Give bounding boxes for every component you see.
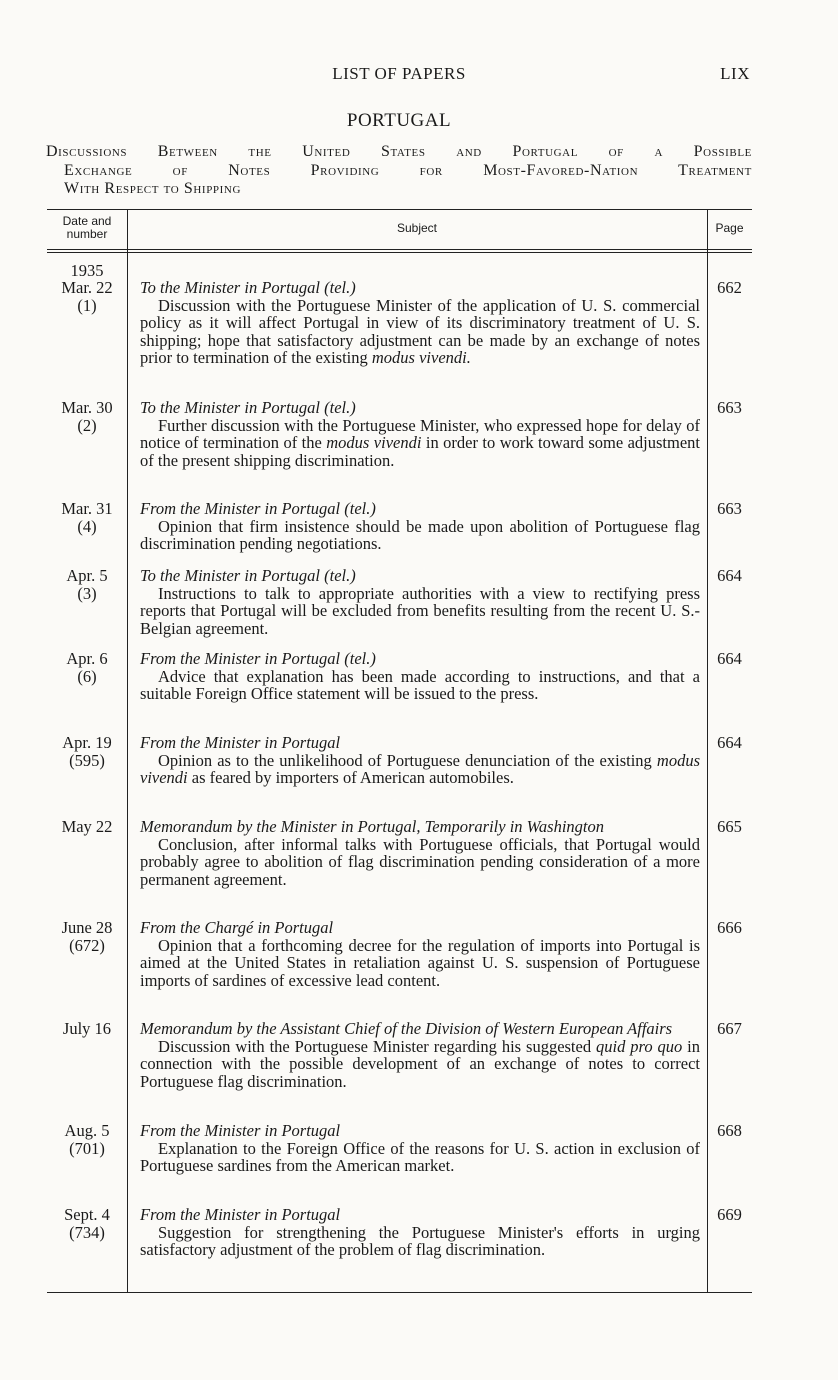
entry-description: [140, 297, 700, 367]
entry-date: [47, 399, 127, 434]
entry-description: [140, 518, 700, 553]
entry-head-text: Memorandum by the Assistant Chief of the Division of Western European Affairs: [140, 1019, 673, 1038]
entry-head-text: To the Minister in Portugal: [140, 398, 320, 417]
entry-head-text: From the Minister in Portugal: [140, 1205, 341, 1224]
entry-desc-italic: modus vivendi: [140, 750, 700, 788]
entry-page: 667: [717, 1019, 742, 1038]
entry-subject: [140, 734, 700, 787]
entry-desc-after: in connection with the possible development of an exchange of notes to correct Portuguese flag discrimination.: [140, 1036, 701, 1091]
entry-number: (1): [77, 295, 97, 315]
entry-desc-after: as feared by importers of American automobiles.: [191, 768, 514, 788]
entry-desc-text: Further discussion with the Portuguese Minister, who expressed hope for delay of notice of termination of the: [140, 415, 700, 453]
column-divider-date: [127, 209, 128, 1292]
entry-date: [47, 1020, 127, 1038]
entry-page: 664: [717, 566, 742, 585]
entry-date-text: May 22: [61, 817, 113, 836]
entry-date-text: Apr. 19: [62, 733, 112, 752]
entry-description: [140, 585, 700, 638]
papers-table: [47, 209, 752, 1294]
entry-date: [47, 650, 127, 685]
entry-desc-after: in order to work toward some adjustment of the present shipping discrimination.: [140, 433, 701, 470]
entry-number: (734): [69, 1222, 105, 1242]
entry-date: [47, 279, 127, 314]
table-bottom-rule: [47, 1292, 752, 1293]
entry-subject: [140, 1122, 700, 1175]
entry-desc-text: Advice that explanation has been made according to instructions, and that a suitable Foreign Office statement will be issued to the press.: [140, 666, 700, 704]
entry-subject: [140, 1206, 700, 1259]
entry-head-text: From the Minister in Portugal: [140, 1121, 341, 1140]
entry-page: 664: [717, 733, 742, 752]
entry-date: [47, 919, 127, 954]
entry-desc-text: Suggestion for strengthening the Portuguese Minister's efforts in urging satisfactory adjustment of the problem of flag discrimination.: [140, 1222, 700, 1260]
entry-page: 663: [717, 499, 742, 518]
entry-date-text: Sept. 4: [64, 1205, 110, 1224]
entry-date: [47, 567, 127, 602]
topic-line-3: With Respect to Shipping: [64, 180, 241, 197]
entry-description: [140, 668, 700, 703]
entry-date-text: Aug. 5: [64, 1121, 110, 1140]
entry-date-text: Apr. 5: [66, 566, 108, 585]
entry-head: [140, 1122, 700, 1140]
entry-number: (672): [69, 935, 105, 955]
entry-desc-text: Explanation to the Foreign Office of the reasons for U. S. action in exclusion of Portuguese sardines from the American market.: [140, 1138, 700, 1176]
entry-desc-text: Conclusion, after informal talks with Portuguese officials, that Portugal would probably agree to abolition of flag discrimination pending consideration of a more permanent agreement.: [140, 834, 700, 889]
entry-date-text: July 16: [62, 1019, 112, 1038]
entry-description: [140, 836, 700, 889]
entry-desc-italic: modus vivendi.: [371, 348, 471, 368]
entry-desc-text: Discussion with the Portuguese Minister of the application of U. S. commercial policy as it will affect Portugal in view of its discriminatory treatment of U. S. shipping; hope that satisfactory adjustment can be made by an exchange of notes prior to termination of the existing: [140, 295, 700, 368]
entry-date: [47, 734, 127, 769]
entry-date-text: Mar. 22: [61, 278, 113, 297]
entry-page: 663: [717, 398, 742, 417]
entry-desc-text: Instructions to talk to appropriate authorities with a view to rectifying press reports that Portugal will be excluded from benefits resulting from the recent U. S.-Belgian agreement.: [140, 583, 700, 638]
entry-page: 666: [717, 918, 742, 937]
entry-number: (4): [77, 516, 97, 536]
entry-date: [47, 818, 127, 836]
entry-date-text: Mar. 30: [61, 398, 113, 417]
entry-date-text: June 28: [61, 918, 113, 937]
entry-head-note: (tel.): [324, 278, 356, 297]
entry-head: [140, 919, 700, 937]
entry-head-note: (tel.): [324, 398, 356, 417]
entry-head-text: From the Chargé in Portugal: [140, 918, 334, 937]
entry-description: [140, 1038, 700, 1091]
entry-desc-text: Discussion with the Portuguese Minister regarding his suggested: [158, 1036, 592, 1056]
entry-head-note: (tel.): [344, 499, 376, 518]
entry-head: [140, 500, 700, 518]
entry-desc-text: Opinion that a forthcoming decree for the regulation of imports into Portugal is aimed at the United States in retaliation against U. S. suspension of Portuguese imports of sardines of excessive lead content.: [140, 935, 700, 990]
topic-heading: [46, 143, 752, 199]
entry-head: [140, 818, 700, 836]
column-header-date: Date and number: [62, 214, 112, 241]
topic-line-1: Discussions Between the United States and Portugal of a Possible: [46, 143, 752, 160]
entry-date: [47, 1206, 127, 1241]
entry-number: (701): [69, 1138, 105, 1158]
entry-head: [140, 1206, 700, 1224]
entry-number: (3): [77, 583, 97, 603]
entry-head-text: To the Minister in Portugal: [140, 278, 320, 297]
entry-date-text: Apr. 6: [66, 649, 108, 668]
entry-number: (2): [77, 415, 97, 435]
topic-line-2: Exchange of Notes Providing for Most-Favored-Nation Treatment: [64, 161, 752, 179]
year-label: 1935: [70, 261, 104, 280]
entry-number: (595): [69, 750, 105, 770]
entry-subject: [140, 1020, 700, 1090]
entry-subject: [140, 500, 700, 553]
entry-desc-italic: modus vivendi: [326, 433, 422, 453]
entry-head-text: From the Minister in Portugal: [140, 649, 341, 668]
table-header-rule: [47, 249, 752, 250]
entry-page: 669: [717, 1205, 742, 1224]
entry-subject: [140, 567, 700, 637]
entry-head-text: To the Minister in Portugal: [140, 566, 320, 585]
entry-head-note: (tel.): [324, 566, 356, 585]
country-heading: PORTUGAL: [346, 110, 452, 131]
entry-head: [140, 567, 700, 585]
entry-description: [140, 1140, 700, 1175]
entry-description: [140, 417, 700, 470]
entry-date-text: Mar. 31: [61, 499, 113, 518]
entry-head: [140, 399, 700, 417]
running-head-page-number: LIX: [720, 64, 750, 83]
entry-description: [140, 752, 700, 787]
entry-subject: [140, 818, 700, 888]
column-header-page: Page: [715, 221, 744, 235]
running-head-title: LIST OF PAPERS: [332, 64, 466, 83]
entry-desc-text: Opinion as to the unlikelihood of Portuguese denunciation of the existing: [158, 750, 652, 770]
column-header-subject: Subject: [396, 221, 438, 235]
entry-head-note: (tel.): [344, 649, 376, 668]
entry-description: [140, 1224, 700, 1259]
table-header-rule-double: [47, 252, 752, 253]
entry-head: [140, 650, 700, 668]
entry-head-text: From the Minister in Portugal: [140, 733, 341, 752]
table-top-rule: [47, 209, 752, 210]
entry-page: 664: [717, 649, 742, 668]
entry-head-text: From the Minister in Portugal: [140, 499, 341, 518]
entry-head: [140, 734, 700, 752]
entry-page: 662: [717, 278, 742, 297]
entry-desc-italic: quid pro quo: [596, 1036, 683, 1056]
entry-desc-text: Opinion that firm insistence should be made upon abolition of Portuguese flag discrimination pending negotiations.: [140, 516, 700, 554]
entry-date: [47, 1122, 127, 1157]
entry-subject: [140, 650, 700, 703]
entry-subject: [140, 919, 700, 989]
entry-number: (6): [77, 666, 97, 686]
entry-head-text: Memorandum by the Minister in Portugal, Temporarily in Washington: [140, 817, 604, 836]
entry-subject: [140, 279, 700, 367]
entry-page: 668: [717, 1121, 742, 1140]
entry-subject: [140, 399, 700, 469]
entry-date: [47, 500, 127, 535]
entry-head: [140, 1020, 700, 1038]
entry-description: [140, 937, 700, 990]
entry-page: 665: [717, 817, 742, 836]
entry-head: [140, 279, 700, 297]
